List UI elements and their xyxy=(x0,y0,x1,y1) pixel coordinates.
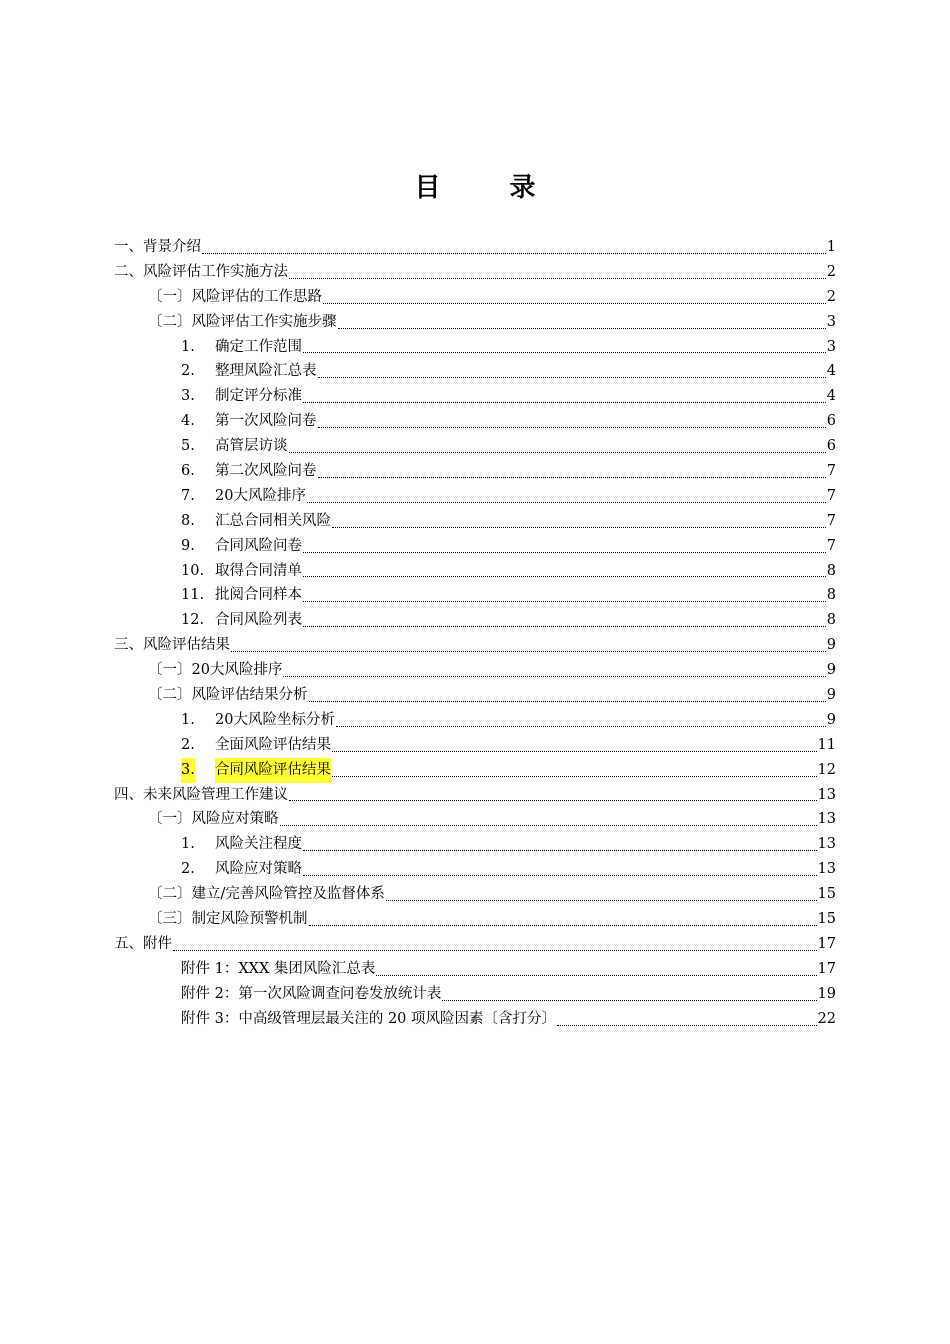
toc-entry-label: 合同风险列表 xyxy=(215,612,302,629)
toc-page-number: 6 xyxy=(826,438,836,455)
toc-entry-label: 20大风险坐标分析 xyxy=(215,711,335,728)
toc-entry-label: 汇总合同相关风险 xyxy=(215,512,331,529)
toc-entry-number: 9. xyxy=(181,537,195,554)
toc-entry-label: 〔一〕风险评估的工作思路 xyxy=(148,288,322,305)
toc-page-number: 9 xyxy=(826,687,836,704)
toc-entry-number: 2. xyxy=(181,736,195,753)
table-of-contents xyxy=(0,235,950,1032)
toc-entry[interactable] xyxy=(0,434,950,459)
toc-entry-number: 10. xyxy=(181,562,205,579)
toc-entry[interactable] xyxy=(0,509,950,534)
toc-entry-label: 〔三〕制定风险预警机制 xyxy=(148,911,308,928)
toc-entry-label: 高管层访谈 xyxy=(215,438,288,455)
toc-entry-label: 附件 1：XXX 集团风险汇总表 xyxy=(181,960,376,977)
toc-entry-label: 〔二〕风险评估工作实施步骤 xyxy=(148,313,337,330)
toc-entry[interactable] xyxy=(0,235,950,260)
toc-entry-number: 3. xyxy=(181,388,195,405)
toc-dot-leader xyxy=(309,683,826,708)
toc-dot-leader xyxy=(332,509,826,534)
toc-entry-number: 11. xyxy=(181,587,205,604)
toc-entry-number: 2. xyxy=(181,861,195,878)
toc-entry-label: 20大风险排序 xyxy=(215,487,306,504)
toc-entry-label: 二、风险评估工作实施方法 xyxy=(114,263,288,280)
toc-page-number: 1 xyxy=(826,239,836,255)
toc-page-number: 3 xyxy=(826,313,836,330)
toc-page-number: 12 xyxy=(817,761,836,778)
toc-dot-leader xyxy=(289,434,826,459)
toc-entry-label: 第一次风险问卷 xyxy=(215,413,317,430)
toc-dot-leader xyxy=(303,583,826,608)
toc-entry[interactable] xyxy=(0,260,950,285)
toc-entry-number: 5. xyxy=(181,438,195,455)
toc-entry-label: 合同风险评估结果 xyxy=(215,758,331,783)
toc-entry-label: 全面风险评估结果 xyxy=(215,736,331,753)
toc-dot-leader xyxy=(336,708,826,733)
toc-dot-leader xyxy=(303,559,826,584)
toc-entry[interactable] xyxy=(0,484,950,509)
toc-page-number: 15 xyxy=(817,911,836,928)
toc-page-number: 22 xyxy=(817,1010,836,1027)
toc-entry[interactable] xyxy=(0,957,950,982)
page-title: 目 录 xyxy=(414,173,566,203)
toc-entry-label: 附件 2：第一次风险调查问卷发放统计表 xyxy=(181,985,442,1002)
toc-page-number: 13 xyxy=(817,861,836,878)
toc-dot-leader xyxy=(338,310,826,335)
toc-page-number: 11 xyxy=(817,736,836,753)
toc-entry[interactable] xyxy=(0,882,950,907)
toc-dot-leader xyxy=(332,758,817,783)
toc-entry[interactable] xyxy=(0,907,950,932)
toc-page-number: 9 xyxy=(826,711,836,728)
toc-entry[interactable] xyxy=(0,832,950,857)
toc-entry[interactable] xyxy=(0,285,950,310)
toc-entry[interactable] xyxy=(0,733,950,758)
toc-entry-label: 附件 3：中高级管理层最关注的 20 项风险因素〔含打分〕 xyxy=(181,1010,557,1027)
toc-page-number: 8 xyxy=(826,612,836,629)
toc-dot-leader xyxy=(280,807,817,832)
toc-page-number: 8 xyxy=(826,562,836,579)
toc-page-number: 7 xyxy=(826,463,836,480)
toc-page-number: 13 xyxy=(817,786,836,803)
toc-entry[interactable] xyxy=(0,459,950,484)
toc-entry[interactable] xyxy=(0,633,950,658)
toc-entry[interactable] xyxy=(0,658,950,683)
toc-entry-number: 1. xyxy=(181,338,195,355)
toc-dot-leader xyxy=(283,658,825,683)
toc-dot-leader xyxy=(289,260,826,285)
toc-page-number: 13 xyxy=(817,836,836,853)
toc-page-number: 4 xyxy=(826,363,836,380)
toc-dot-leader xyxy=(318,359,826,384)
toc-entry-number: 7. xyxy=(181,487,195,504)
toc-dot-leader xyxy=(289,783,817,808)
toc-page-number: 3 xyxy=(826,338,836,355)
toc-entry[interactable] xyxy=(0,982,950,1007)
toc-dot-leader xyxy=(173,932,817,957)
toc-page-number: 9 xyxy=(826,637,836,654)
toc-entry[interactable] xyxy=(0,807,950,832)
toc-entry-label: 确定工作范围 xyxy=(215,338,302,355)
toc-dot-leader xyxy=(303,832,817,857)
toc-entry-number: 3. xyxy=(181,758,195,783)
toc-entry-label: 第二次风险问卷 xyxy=(215,463,317,480)
toc-dot-leader xyxy=(318,409,826,434)
toc-page-number: 4 xyxy=(826,388,836,405)
toc-entry-label: 五、附件 xyxy=(114,935,172,952)
toc-page-number: 15 xyxy=(817,886,836,903)
toc-entry-label: 合同风险问卷 xyxy=(215,537,302,554)
toc-entry-number: 4. xyxy=(181,413,195,430)
toc-entry[interactable] xyxy=(0,608,950,633)
toc-entry-number: 6. xyxy=(181,463,195,480)
toc-dot-leader xyxy=(323,285,826,310)
toc-entry[interactable] xyxy=(0,583,950,608)
toc-entry[interactable] xyxy=(0,783,950,808)
toc-page-number: 2 xyxy=(826,263,836,280)
toc-entry-number: 2. xyxy=(181,363,195,380)
toc-dot-leader xyxy=(307,484,826,509)
toc-entry[interactable] xyxy=(0,932,950,957)
toc-dot-leader xyxy=(231,633,826,658)
toc-dot-leader xyxy=(202,235,826,260)
toc-entry[interactable] xyxy=(0,384,950,409)
toc-dot-leader xyxy=(557,1007,817,1032)
toc-entry[interactable] xyxy=(0,335,950,360)
toc-entry-label: 〔一〕风险应对策略 xyxy=(148,811,279,828)
toc-entry-label: 风险关注程度 xyxy=(215,836,302,853)
toc-page-number: 7 xyxy=(826,487,836,504)
toc-entry-label: 制定评分标准 xyxy=(215,388,302,405)
toc-dot-leader xyxy=(442,982,816,1007)
toc-entry[interactable] xyxy=(0,1007,950,1032)
toc-page-number: 7 xyxy=(826,537,836,554)
toc-dot-leader xyxy=(332,733,817,758)
toc-entry-number: 8. xyxy=(181,512,195,529)
toc-page-number: 2 xyxy=(826,288,836,305)
toc-entry-label: 三、风险评估结果 xyxy=(114,637,230,654)
toc-dot-leader xyxy=(318,459,826,484)
toc-page-number: 9 xyxy=(826,662,836,679)
toc-page-number: 13 xyxy=(817,811,836,828)
toc-entry-label: 取得合同清单 xyxy=(215,562,302,579)
toc-dot-leader xyxy=(303,384,826,409)
toc-entry-number: 1. xyxy=(181,836,195,853)
toc-entry-label: 〔二〕建立/完善风险管控及监督体系 xyxy=(148,886,385,903)
toc-dot-leader xyxy=(303,608,826,633)
toc-dot-leader xyxy=(303,534,826,559)
toc-entry-number: 1. xyxy=(181,711,195,728)
toc-entry[interactable] xyxy=(0,559,950,584)
toc-page-number: 7 xyxy=(826,512,836,529)
toc-page-number: 17 xyxy=(817,935,836,952)
toc-dot-leader xyxy=(376,957,816,982)
toc-entry-label: 风险应对策略 xyxy=(215,861,302,878)
toc-entry[interactable] xyxy=(0,758,950,783)
toc-dot-leader xyxy=(303,857,817,882)
toc-entry[interactable] xyxy=(0,534,950,559)
toc-entry[interactable] xyxy=(0,708,950,733)
toc-entry[interactable] xyxy=(0,359,950,384)
toc-entry[interactable] xyxy=(0,683,950,708)
toc-dot-leader xyxy=(309,907,817,932)
toc-entry-number: 12. xyxy=(181,612,205,629)
toc-page-number: 19 xyxy=(817,985,836,1002)
toc-page-number: 6 xyxy=(826,413,836,430)
toc-entry[interactable] xyxy=(0,310,950,335)
toc-entry-label: 一、背景介绍 xyxy=(114,239,201,255)
toc-page-number: 8 xyxy=(826,587,836,604)
toc-page-number: 17 xyxy=(817,960,836,977)
toc-entry-label: 批阅合同样本 xyxy=(215,587,302,604)
toc-entry-label: 四、未来风险管理工作建议 xyxy=(114,786,288,803)
toc-entry-label: 整理风险汇总表 xyxy=(215,363,317,380)
toc-entry-label: 〔一〕20大风险排序 xyxy=(148,662,283,679)
toc-entry[interactable] xyxy=(0,857,950,882)
toc-dot-leader xyxy=(386,882,817,907)
toc-dot-leader xyxy=(303,335,826,360)
toc-entry-label: 〔二〕风险评估结果分析 xyxy=(148,687,308,704)
toc-entry[interactable] xyxy=(0,409,950,434)
